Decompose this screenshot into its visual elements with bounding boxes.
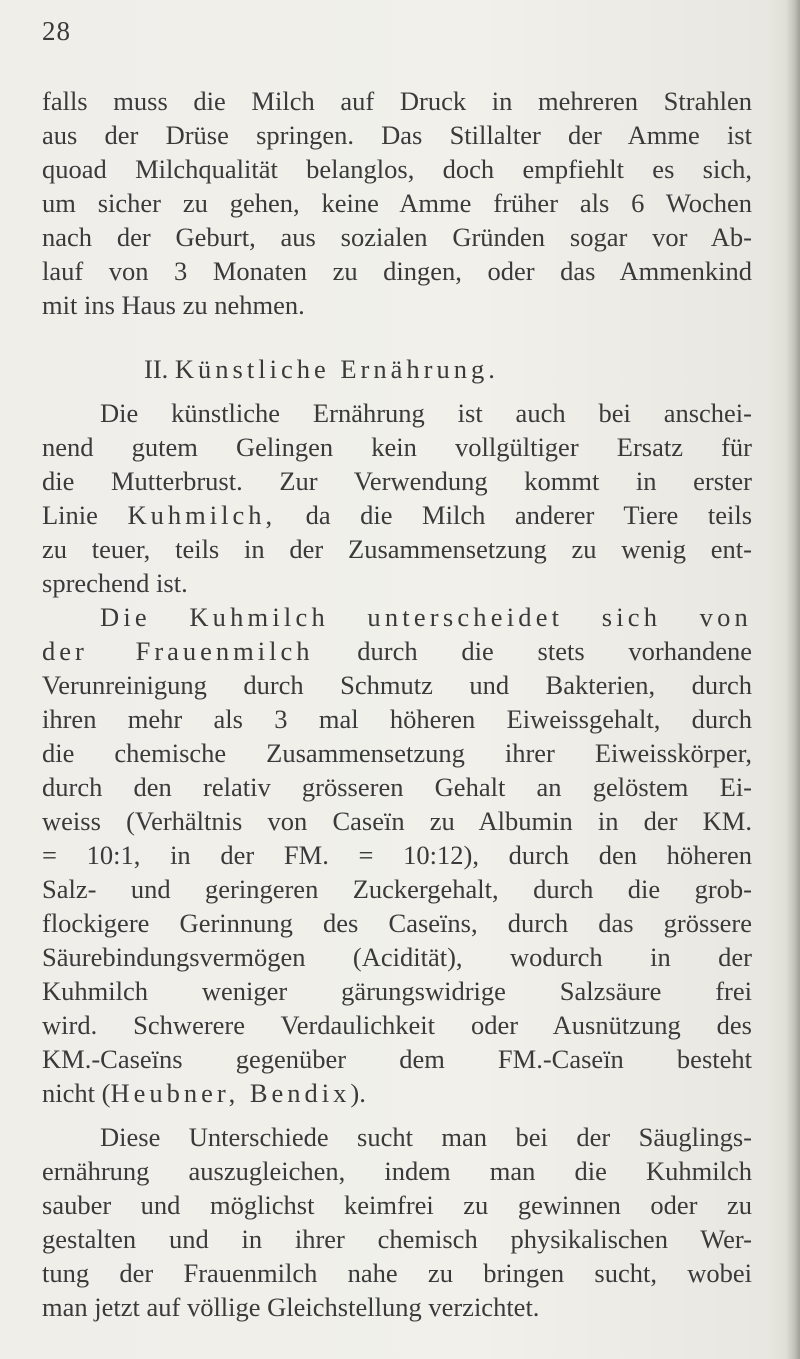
text-fragment: nicht ( (42, 1078, 111, 1108)
text-line: durch den relativ grösseren Gehalt an gelöstem Ei- (42, 772, 752, 802)
text-line: gestalten und in ihrer chemisch physikalischen Wer- (42, 1224, 752, 1254)
text-line: quoad Milchqualität belanglos, doch empfiehlt es sich, (42, 154, 752, 184)
text-line: mit ins Haus zu nehmen. (42, 290, 305, 320)
body-text (42, 84, 752, 1324)
text-line: sprechend ist. (42, 568, 188, 598)
text-line: nend gutem Gelingen kein vollgültiger Ersatz für (42, 432, 752, 462)
text-line: flockigere Gerinnung des Caseïns, durch das grössere (42, 908, 752, 938)
text-fragment: ). (350, 1078, 366, 1108)
text-line (42, 634, 752, 668)
text-line: Säurebindungsvermögen (Acidität), wodurch in der (42, 942, 752, 972)
text-line: = 10:1, in der FM. = 10:12), durch den höheren (42, 840, 752, 870)
text-line-spaced: Die Kuhmilch unterscheidet sich von (100, 602, 752, 632)
text-line: Salz- und geringeren Zuckergehalt, durch die grob- (42, 874, 752, 904)
spaced-term: Heubner, Bendix (110, 1078, 351, 1108)
text-line: man jetzt auf völlige Gleichstellung verzichtet. (42, 1292, 540, 1322)
spaced-term: der Frauenmilch (42, 636, 314, 666)
section-number: II. (144, 354, 169, 384)
text-line: zu teuer, teils in der Zusammensetzung zu wenig ent- (42, 534, 752, 564)
section-title: Künstliche Ernährung. (174, 354, 499, 384)
text-line: tung der Frauenmilch nahe zu bringen sucht, wobei (42, 1258, 752, 1288)
text-line: aus der Drüse springen. Das Stillalter der Amme ist (42, 120, 752, 150)
text-line: sauber und möglichst keimfrei zu gewinnen oder zu (42, 1190, 752, 1220)
text-line: KM.-Caseïns gegenüber dem FM.-Caseïn besteht (42, 1044, 752, 1074)
text-line: Kuhmilch weniger gärungswidrige Salzsäure frei (42, 976, 752, 1006)
text-line: Die künstliche Ernährung ist auch bei anschei- (100, 398, 752, 428)
text-line: nach der Geburt, aus sozialen Gründen sogar vor Ab- (42, 222, 752, 252)
page-edge-shadow (786, 0, 800, 1359)
text-line: falls muss die Milch auf Druck in mehreren Strahlen (42, 86, 752, 116)
text-line: die chemische Zusammensetzung ihrer Eiweisskörper, (42, 738, 752, 768)
text-line (42, 1076, 752, 1110)
text-line: Verunreinigung durch Schmutz und Bakterien, durch (42, 670, 752, 700)
page-number: 28 (42, 16, 71, 46)
spaced-term: Kuhmilch, (127, 500, 277, 530)
text-fragment: da die Milch anderer Tiere teils (305, 500, 753, 530)
text-fragment: durch die stets vorhandene (357, 636, 752, 666)
text-line: ihren mehr als 3 mal höheren Eiweissgehalt, durch (42, 704, 752, 734)
section-heading (42, 352, 752, 386)
text-line: um sicher zu gehen, keine Amme früher als 6 Wochen (42, 188, 752, 218)
text-line: die Mutterbrust. Zur Verwendung kommt in erster (42, 466, 752, 496)
text-line: Diese Unterschiede sucht man bei der Säuglings- (100, 1122, 752, 1152)
text-line: ernährung auszugleichen, indem man die Kuhmilch (42, 1156, 752, 1186)
text-line (42, 498, 752, 532)
text-fragment: Linie (42, 500, 98, 530)
text-line: wird. Schwerere Verdaulichkeit oder Ausnützung des (42, 1010, 752, 1040)
text-line: lauf von 3 Monaten zu dingen, oder das Ammenkind (42, 256, 752, 286)
text-line: weiss (Verhältnis von Caseïn zu Albumin in der KM. (42, 806, 752, 836)
